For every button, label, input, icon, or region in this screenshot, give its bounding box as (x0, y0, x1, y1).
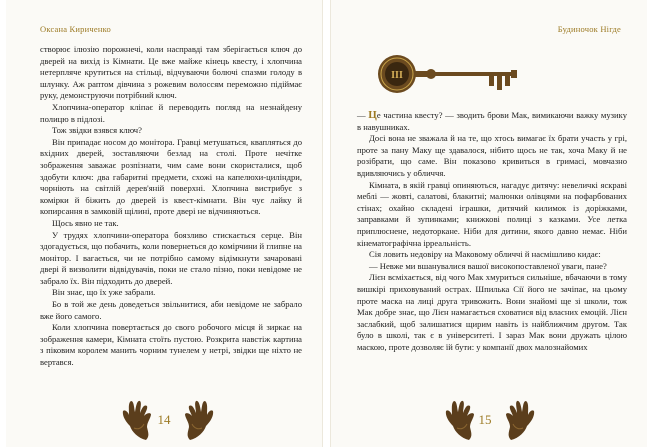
page-number: 14 (157, 412, 171, 427)
paragraph: — Це частина квесту? — зводить брови Мак, вимикаючи важку музику в навушниках. (357, 109, 627, 132)
paragraph: Бо в той же день доведеться звільнитися, аби невідоме не забрало вже його самого. (40, 299, 302, 321)
right-hand-icon (178, 398, 220, 442)
running-head-title: Будиночок Нігде (557, 24, 621, 34)
right-page-body (357, 110, 627, 353)
right-footer (331, 398, 647, 443)
paragraph: Він знає, що їх уже забрали. (52, 287, 156, 298)
key-icon (373, 50, 533, 98)
paragraph: Тож звідки взявся ключ? (52, 125, 142, 136)
paragraph: Щось явно не так. (52, 217, 119, 228)
accent-letter: Ц (368, 109, 377, 121)
left-footer (6, 398, 322, 443)
paragraph: створює ілюзію порожнечі, коли насправді там зберігається ключ до дверей на вихід із Кімнати. Це вже майже кінець квесту, і хлопчина нетерпляче крутиться на стільці, відчуваючи болючі спазми голоду в шлунку. Аж раптом дівчина з рожевим волоссям переможно підіймає руку, демонструючи потрібний ключ. (40, 44, 302, 101)
paragraph: Кімната, в якій гравці опиняються, нагадує дитячу: невеличкі яскраві меблі — жовті, салатові, блакитні; малюнки олівцями на пофарбованих стінах; охайно складені іграшки, дитячий килимок із доріжками, заправками й зупинками; книжкові полиці з казками. Усе летка приплюснене, недоторкане. Ніби для дитини, якого давно немає. Ніби кінематографічна ірреальність. (357, 179, 627, 248)
paragraph: Досі вона не зважала й на те, що хтось вимагає їх брати участь у грі, проте за пану Маку ще здавалося, нібито щось не так, хоча Маку й не розібрати, що саме. Він показово кривиться в гримасі, мовчазно вдивляючись у обличчя. (357, 133, 627, 178)
paragraph: Коли хлопчина повертається до свого робочого місця й зиркає на зображення камери, Кімната стоїть пустою. Розкрита навстіж картина з піковим королем манить чорним тунелем у нетрі, звідки ще ніхто не вертався. (40, 322, 302, 368)
paragraph: Сія ловить недовіру на Маковому обличчі й насмішливо кидає: (369, 249, 601, 260)
paragraph: — Невже ми вшанувалися вашої високопоставленої уваги, пане? (369, 260, 607, 271)
paragraph: Хлопчина-оператор кліпає й переводить погляд на незнайдену полицю в підлозі. (40, 101, 302, 124)
paragraph: Лієн всміхається, від чого Мак хмуриться сильніше, вбачаючи в тому вишкірі приховуваний острах. Шпилька Сії його не зачіпає, на цьому проте маска на лиці друга тривожить. Вони знайомі ще зі школи, тож Мак добре знає, що Лієн намагається сховатися від власних емоцій. Лієн заслабкий, щоб залишатися щирим навіть із найближчим другом. Так було в школі, так є в університеті. І зараз Мак вони дружать цілою маскою, проте дозволяє їй бути: у компанії двох малознайомих (357, 272, 627, 352)
left-page-body (40, 44, 302, 369)
key-numeral: III (391, 70, 403, 81)
right-page (330, 0, 647, 447)
right-hand-icon (499, 398, 541, 442)
paragraph: Він припадає носом до монітора. Гравці метушаться, квапляться до вхідних дверей, зоставляючи безлад на столі. Проте нечітке зображення заважає розпізнати, чим саме вони скористалися, щоб здобути ключ: два габаритні предмети, схожі на капелюхи-циліндри, чорніють на світлій дерев'яній поверхні. Хлопчина вистрибує з комірки й біжить до дверей із квест-кімнати. Він чує лайку й копирсання в замковій щілині, проте двері не відчиняються. (40, 136, 302, 217)
paragraph: У трудях хлопчини-оператора боязливо стискається серце. Він здогадується, що побачить, коли повернеться до комірчини й глипне на монітор. І вагається, чи не потрібно самому відімкнути зачаровані двері й визволити відвідувачів, поки не стало пізно, поки невідоме не забрало їх. Він підходить до дверей. (40, 229, 302, 286)
running-head-author: Оксана Кириченко (40, 24, 111, 34)
page-number: 15 (478, 412, 492, 427)
left-page (6, 0, 323, 447)
